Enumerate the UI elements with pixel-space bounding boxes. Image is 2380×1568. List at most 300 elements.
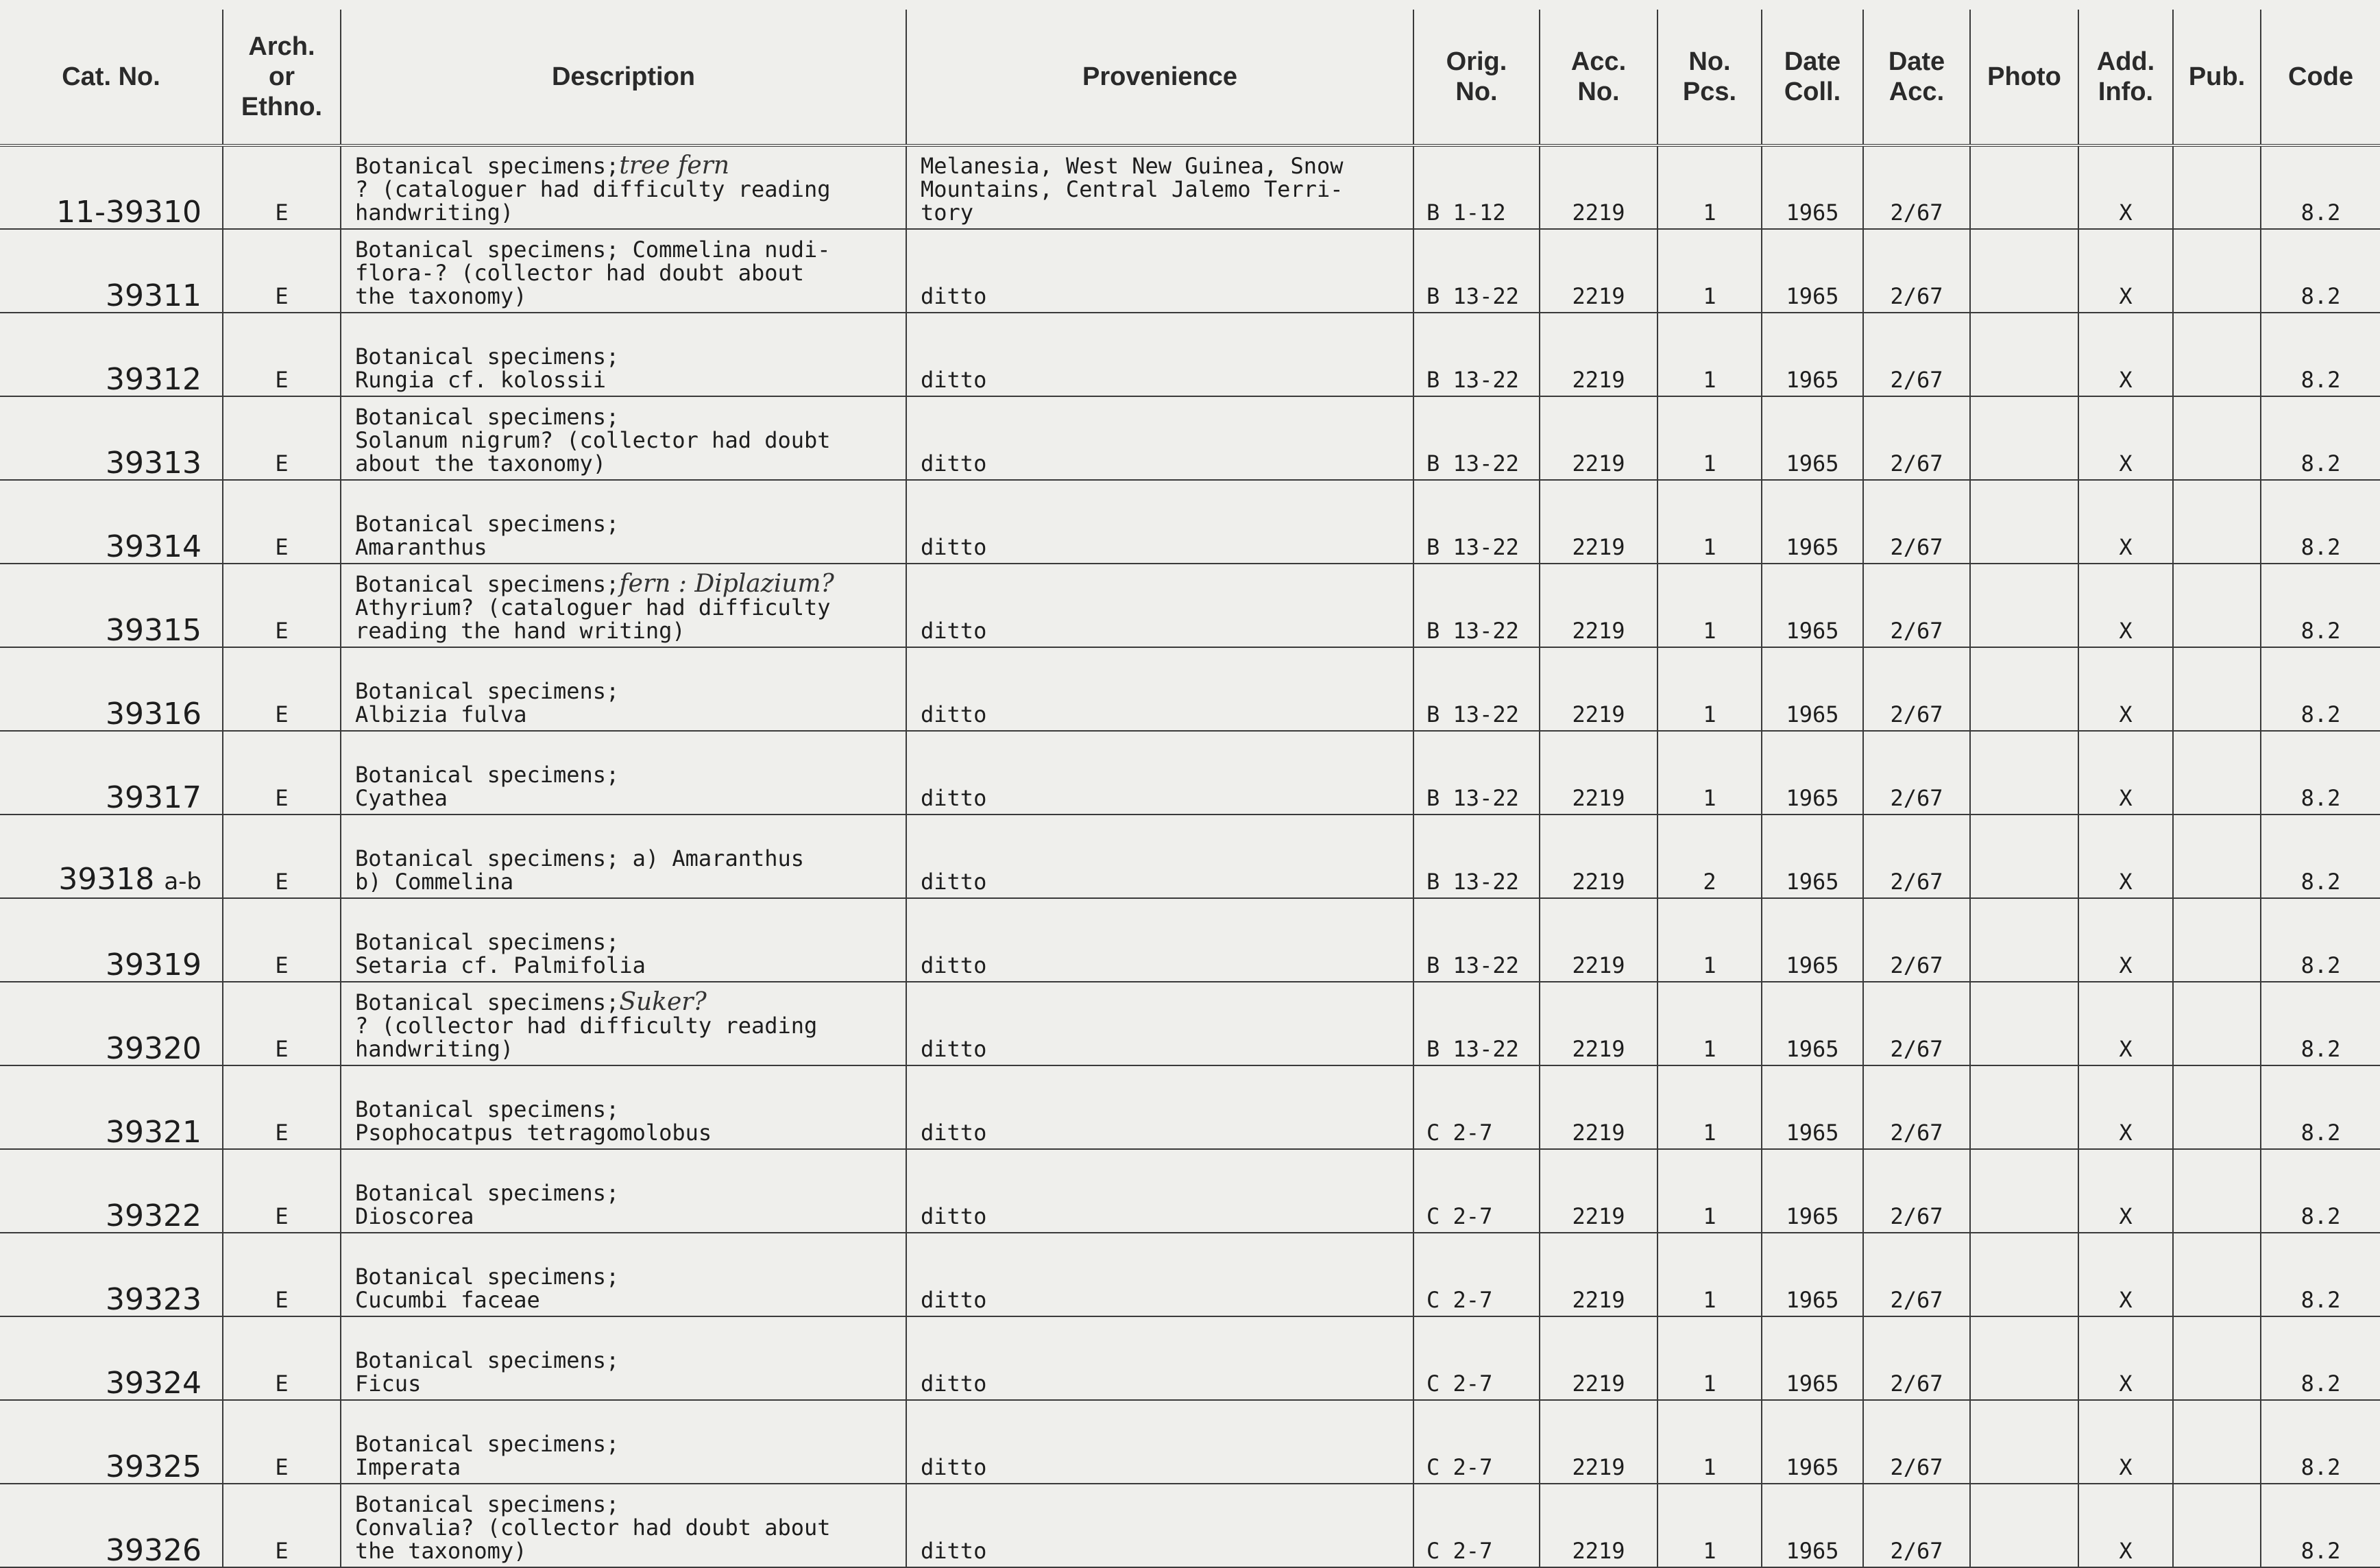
orig-no-cell	[1413, 1316, 1540, 1400]
cat-no: 39326	[106, 1533, 202, 1567]
arch-ethno-cell	[223, 647, 341, 731]
description-cell	[341, 815, 906, 898]
arch-ethno-value: E	[275, 1538, 289, 1564]
table-row	[0, 1065, 2380, 1149]
description-cell	[341, 396, 906, 480]
date-coll-cell	[1762, 1233, 1863, 1316]
arch-ethno-cell	[223, 313, 341, 396]
photo-cell	[1970, 1400, 2078, 1484]
code-value: 8.2	[2300, 1203, 2341, 1229]
acc-no-cell	[1540, 313, 1657, 396]
arch-ethno-value: E	[275, 618, 289, 644]
arch-ethno-cell	[223, 480, 341, 564]
arch-ethno-cell	[223, 564, 341, 647]
photo-cell	[1970, 1065, 2078, 1149]
no-pcs-cell	[1657, 480, 1762, 564]
description-line: reading the hand writing)	[355, 618, 685, 644]
pub-cell	[2173, 145, 2261, 229]
add-info-cell	[2078, 564, 2173, 647]
date-acc-cell	[1863, 564, 1970, 647]
date-coll: 1965	[1786, 1036, 1839, 1062]
add-info-cell	[2078, 1316, 2173, 1400]
photo-cell	[1970, 898, 2078, 982]
acc-no-cell	[1540, 1400, 1657, 1484]
description-line: handwriting)	[355, 1036, 514, 1062]
date-coll: 1965	[1786, 618, 1839, 644]
orig-no: B 13-22	[1426, 450, 1519, 477]
description-line: Botanical specimens;	[355, 404, 620, 430]
description-line: ? (collector had difficulty reading	[355, 1013, 818, 1039]
provenience-cell	[906, 313, 1413, 396]
provenience-line: ditto	[921, 1120, 987, 1146]
photo-cell	[1970, 1233, 2078, 1316]
description-line: handwriting)	[355, 200, 514, 226]
add-info-mark: X	[2119, 1120, 2133, 1146]
orig-no-cell	[1413, 1484, 1540, 1567]
code-cell	[2261, 1316, 2380, 1400]
provenience-line: Melanesia, West New Guinea, Snow	[921, 153, 1344, 179]
date-coll: 1965	[1786, 1538, 1839, 1564]
description-cell	[341, 1233, 906, 1316]
acc-no-cell	[1540, 396, 1657, 480]
date-acc: 2/67	[1890, 785, 1943, 811]
cat-no-cell	[0, 1149, 223, 1233]
description-line: Albizia fulva	[355, 701, 527, 727]
header-orig-no: Orig. No.	[1413, 10, 1540, 145]
cat-no: 39319	[106, 948, 202, 982]
provenience-cell	[906, 1484, 1413, 1567]
acc-no-cell	[1540, 982, 1657, 1065]
cat-no-cell	[0, 313, 223, 396]
description-line: Botanical specimens;	[355, 1491, 620, 1517]
arch-ethno-cell	[223, 1484, 341, 1567]
code-cell	[2261, 982, 2380, 1065]
description-line: Cyathea	[355, 785, 448, 811]
acc-no-cell	[1540, 480, 1657, 564]
description-cell	[341, 898, 906, 982]
orig-no-cell	[1413, 1149, 1540, 1233]
description-line: Botanical specimens;	[355, 1180, 620, 1206]
date-acc-cell	[1863, 982, 1970, 1065]
add-info-mark: X	[2119, 785, 2133, 811]
table-row	[0, 982, 2380, 1065]
provenience-cell	[906, 815, 1413, 898]
arch-ethno-cell	[223, 1316, 341, 1400]
table-row	[0, 815, 2380, 898]
orig-no-cell	[1413, 1400, 1540, 1484]
description-cell	[341, 1484, 906, 1567]
date-acc: 2/67	[1890, 1454, 1943, 1480]
add-info-cell	[2078, 480, 2173, 564]
no-pcs-cell	[1657, 1065, 1762, 1149]
photo-cell	[1970, 396, 2078, 480]
cat-no: 39322	[106, 1198, 202, 1233]
orig-no: B 13-22	[1426, 701, 1519, 727]
orig-no-cell	[1413, 815, 1540, 898]
date-acc-cell	[1863, 1233, 1970, 1316]
date-acc-cell	[1863, 647, 1970, 731]
provenience-line: ditto	[921, 1371, 987, 1397]
date-acc-cell	[1863, 480, 1970, 564]
add-info-cell	[2078, 1233, 2173, 1316]
description-cell	[341, 1316, 906, 1400]
code-cell	[2261, 647, 2380, 731]
table-row	[0, 564, 2380, 647]
no-pcs: 1	[1703, 534, 1716, 560]
description-line: Imperata	[355, 1454, 461, 1480]
date-acc: 2/67	[1890, 200, 1943, 226]
table-row	[0, 1316, 2380, 1400]
code-cell	[2261, 1149, 2380, 1233]
provenience-line: ditto	[921, 1203, 987, 1229]
arch-ethno-value: E	[275, 1036, 289, 1062]
provenience-line: ditto	[921, 1287, 987, 1313]
date-acc-cell	[1863, 815, 1970, 898]
add-info-cell	[2078, 145, 2173, 229]
description-line: b) Commelina	[355, 869, 514, 895]
date-coll-cell	[1762, 1484, 1863, 1567]
acc-no: 2219	[1572, 283, 1625, 309]
code-value: 8.2	[2300, 450, 2341, 477]
cat-no-cell	[0, 396, 223, 480]
cat-no: 39311	[106, 278, 202, 313]
no-pcs: 1	[1703, 450, 1716, 477]
arch-ethno-cell	[223, 145, 341, 229]
code-value: 8.2	[2300, 200, 2341, 226]
table-row	[0, 1400, 2380, 1484]
date-acc-cell	[1863, 145, 1970, 229]
orig-no-cell	[1413, 313, 1540, 396]
description-line: the taxonomy)	[355, 1538, 527, 1564]
table-row	[0, 647, 2380, 731]
acc-no: 2219	[1572, 1538, 1625, 1564]
date-acc: 2/67	[1890, 1371, 1943, 1397]
code-cell	[2261, 731, 2380, 815]
code-value: 8.2	[2300, 869, 2341, 895]
pub-cell	[2173, 731, 2261, 815]
arch-ethno-value: E	[275, 1371, 289, 1397]
orig-no: C 2-7	[1426, 1454, 1493, 1480]
date-acc: 2/67	[1890, 283, 1943, 309]
add-info-mark: X	[2119, 367, 2133, 393]
cat-no-cell	[0, 815, 223, 898]
orig-no-cell	[1413, 982, 1540, 1065]
add-info-mark: X	[2119, 869, 2133, 895]
description-line: Botanical specimens;	[355, 1347, 620, 1373]
date-acc: 2/67	[1890, 1287, 1943, 1313]
date-coll-cell	[1762, 396, 1863, 480]
no-pcs: 1	[1703, 1371, 1716, 1397]
date-acc-cell	[1863, 898, 1970, 982]
description-line: Psophocatpus tetragomolobus	[355, 1120, 712, 1146]
code-cell	[2261, 229, 2380, 313]
add-info-cell	[2078, 1484, 2173, 1567]
code-cell	[2261, 480, 2380, 564]
arch-ethno-value: E	[275, 534, 289, 560]
orig-no-cell	[1413, 1065, 1540, 1149]
no-pcs-cell	[1657, 1316, 1762, 1400]
table-row	[0, 145, 2380, 229]
date-coll: 1965	[1786, 534, 1839, 560]
pub-cell	[2173, 1149, 2261, 1233]
date-coll-cell	[1762, 898, 1863, 982]
add-info-cell	[2078, 815, 2173, 898]
catalogue-ledger	[0, 10, 2380, 1568]
date-acc: 2/67	[1890, 1203, 1943, 1229]
acc-no-cell	[1540, 1484, 1657, 1567]
no-pcs-cell	[1657, 229, 1762, 313]
orig-no: C 2-7	[1426, 1538, 1493, 1564]
arch-ethno-cell	[223, 1149, 341, 1233]
description-line: Botanical specimens;	[355, 929, 620, 955]
acc-no-cell	[1540, 564, 1657, 647]
pub-cell	[2173, 229, 2261, 313]
date-acc-cell	[1863, 731, 1970, 815]
table-row	[0, 229, 2380, 313]
acc-no: 2219	[1572, 367, 1625, 393]
acc-no-cell	[1540, 815, 1657, 898]
pub-cell	[2173, 898, 2261, 982]
arch-ethno-value: E	[275, 701, 289, 727]
date-coll-cell	[1762, 1065, 1863, 1149]
add-info-cell	[2078, 229, 2173, 313]
description-line: Setaria cf. Palmifolia	[355, 952, 646, 978]
provenience-cell	[906, 1149, 1413, 1233]
arch-ethno-value: E	[275, 1120, 289, 1146]
date-acc: 2/67	[1890, 534, 1943, 560]
arch-ethno-cell	[223, 396, 341, 480]
description-line: Ficus	[355, 1371, 422, 1397]
description-cell	[341, 982, 906, 1065]
acc-no: 2219	[1572, 450, 1625, 477]
orig-no: B 13-22	[1426, 618, 1519, 644]
no-pcs: 1	[1703, 701, 1716, 727]
add-info-mark: X	[2119, 952, 2133, 978]
no-pcs-cell	[1657, 731, 1762, 815]
code-value: 8.2	[2300, 283, 2341, 309]
date-acc-cell	[1863, 229, 1970, 313]
cat-no: 39316	[106, 697, 202, 731]
description-line: Cucumbi faceae	[355, 1287, 540, 1313]
pub-cell	[2173, 1233, 2261, 1316]
add-info-mark: X	[2119, 450, 2133, 477]
pub-cell	[2173, 396, 2261, 480]
date-acc-cell	[1863, 313, 1970, 396]
acc-no: 2219	[1572, 869, 1625, 895]
code-cell	[2261, 1400, 2380, 1484]
pub-cell	[2173, 480, 2261, 564]
code-cell	[2261, 396, 2380, 480]
date-coll: 1965	[1786, 450, 1839, 477]
add-info-mark: X	[2119, 1287, 2133, 1313]
orig-no: C 2-7	[1426, 1371, 1493, 1397]
provenience-line: ditto	[921, 1538, 987, 1564]
acc-no: 2219	[1572, 1203, 1625, 1229]
description-line: Botanical specimens; Commelina nudi-	[355, 237, 831, 263]
acc-no: 2219	[1572, 534, 1625, 560]
code-value: 8.2	[2300, 1120, 2341, 1146]
orig-no: B 13-22	[1426, 785, 1519, 811]
header-acc-no: Acc. No.	[1540, 10, 1657, 145]
provenience-cell	[906, 396, 1413, 480]
add-info-mark: X	[2119, 1538, 2133, 1564]
add-info-cell	[2078, 731, 2173, 815]
description-line: Botanical specimens;	[355, 762, 620, 788]
arch-ethno-cell	[223, 815, 341, 898]
cat-no: 39315	[106, 613, 202, 647]
provenience-cell	[906, 731, 1413, 815]
code-value: 8.2	[2300, 1454, 2341, 1480]
acc-no: 2219	[1572, 1454, 1625, 1480]
header-date-coll: Date Coll.	[1762, 10, 1863, 145]
date-coll-cell	[1762, 647, 1863, 731]
acc-no-cell	[1540, 731, 1657, 815]
date-acc: 2/67	[1890, 1120, 1943, 1146]
add-info-mark: X	[2119, 283, 2133, 309]
date-acc: 2/67	[1890, 1036, 1943, 1062]
description-line: Athyrium? (cataloguer had difficulty	[355, 594, 831, 620]
code-value: 8.2	[2300, 952, 2341, 978]
acc-no: 2219	[1572, 1371, 1625, 1397]
acc-no-cell	[1540, 1233, 1657, 1316]
add-info-cell	[2078, 1400, 2173, 1484]
description-line: Botanical specimens;	[355, 1264, 620, 1290]
add-info-mark: X	[2119, 1371, 2133, 1397]
add-info-mark: X	[2119, 1454, 2133, 1480]
code-value: 8.2	[2300, 1287, 2341, 1313]
add-info-cell	[2078, 1065, 2173, 1149]
no-pcs: 1	[1703, 283, 1716, 309]
description-line: Rungia cf. kolossii	[355, 367, 607, 393]
orig-no: B 13-22	[1426, 952, 1519, 978]
provenience-line: ditto	[921, 534, 987, 560]
date-acc-cell	[1863, 396, 1970, 480]
orig-no-cell	[1413, 229, 1540, 313]
orig-no-cell	[1413, 1233, 1540, 1316]
cat-no: 39312	[106, 362, 202, 396]
no-pcs-cell	[1657, 564, 1762, 647]
orig-no: B 13-22	[1426, 283, 1519, 309]
pub-cell	[2173, 564, 2261, 647]
cat-no-cell	[0, 1316, 223, 1400]
photo-cell	[1970, 1316, 2078, 1400]
code-value: 8.2	[2300, 701, 2341, 727]
orig-no-cell	[1413, 898, 1540, 982]
orig-no: C 2-7	[1426, 1203, 1493, 1229]
provenience-cell	[906, 898, 1413, 982]
date-coll: 1965	[1786, 1203, 1839, 1229]
arch-ethno-cell	[223, 1400, 341, 1484]
header-provenience: Provenience	[906, 10, 1413, 145]
no-pcs: 1	[1703, 618, 1716, 644]
orig-no: B 1-12	[1426, 200, 1506, 226]
date-coll: 1965	[1786, 785, 1839, 811]
orig-no: C 2-7	[1426, 1120, 1493, 1146]
code-cell	[2261, 564, 2380, 647]
add-info-mark: X	[2119, 534, 2133, 560]
date-coll: 1965	[1786, 952, 1839, 978]
description-cell	[341, 731, 906, 815]
photo-cell	[1970, 564, 2078, 647]
add-info-cell	[2078, 647, 2173, 731]
date-coll: 1965	[1786, 1454, 1839, 1480]
acc-no: 2219	[1572, 1120, 1625, 1146]
code-cell	[2261, 898, 2380, 982]
date-acc-cell	[1863, 1400, 1970, 1484]
provenience-line: ditto	[921, 869, 987, 895]
header-date-acc: Date Acc.	[1863, 10, 1970, 145]
date-coll: 1965	[1786, 200, 1839, 226]
header-no-pcs: No. Pcs.	[1657, 10, 1762, 145]
acc-no: 2219	[1572, 1287, 1625, 1313]
photo-cell	[1970, 313, 2078, 396]
pub-cell	[2173, 1484, 2261, 1567]
date-coll: 1965	[1786, 1287, 1839, 1313]
no-pcs-cell	[1657, 1400, 1762, 1484]
cat-no: 39321	[106, 1115, 202, 1149]
date-coll-cell	[1762, 1316, 1863, 1400]
description-cell	[341, 480, 906, 564]
date-coll-cell	[1762, 815, 1863, 898]
no-pcs: 1	[1703, 1454, 1716, 1480]
description-cell	[341, 1400, 906, 1484]
orig-no-cell	[1413, 647, 1540, 731]
date-coll: 1965	[1786, 701, 1839, 727]
add-info-cell	[2078, 313, 2173, 396]
arch-ethno-value: E	[275, 869, 289, 895]
cat-no-suffix: a-b	[164, 868, 202, 895]
no-pcs: 1	[1703, 1120, 1716, 1146]
no-pcs-cell	[1657, 898, 1762, 982]
pub-cell	[2173, 1065, 2261, 1149]
provenience-cell	[906, 1316, 1413, 1400]
cat-no-cell	[0, 1400, 223, 1484]
photo-cell	[1970, 229, 2078, 313]
description-line: about the taxonomy)	[355, 450, 607, 477]
arch-ethno-cell	[223, 982, 341, 1065]
photo-cell	[1970, 815, 2078, 898]
provenience-line: ditto	[921, 701, 987, 727]
no-pcs-cell	[1657, 1233, 1762, 1316]
header-pub: Pub.	[2173, 10, 2261, 145]
header-photo: Photo	[1970, 10, 2078, 145]
add-info-mark: X	[2119, 618, 2133, 644]
code-value: 8.2	[2300, 1538, 2341, 1564]
arch-ethno-value: E	[275, 367, 289, 393]
description-line: Convalia? (collector had doubt about	[355, 1515, 831, 1541]
cat-no: 39324	[106, 1366, 202, 1400]
description-cell	[341, 647, 906, 731]
orig-no-cell	[1413, 145, 1540, 229]
date-acc: 2/67	[1890, 1538, 1943, 1564]
header-description: Description	[341, 10, 906, 145]
date-acc: 2/67	[1890, 869, 1943, 895]
header-cat-no: Cat. No.	[0, 10, 223, 145]
orig-no-cell	[1413, 396, 1540, 480]
cat-no-cell	[0, 731, 223, 815]
cat-no: 39323	[106, 1282, 202, 1316]
no-pcs-cell	[1657, 1149, 1762, 1233]
photo-cell	[1970, 647, 2078, 731]
cat-no: 39318	[58, 862, 155, 897]
no-pcs-cell	[1657, 982, 1762, 1065]
date-coll-cell	[1762, 1400, 1863, 1484]
date-acc-cell	[1863, 1316, 1970, 1400]
arch-ethno-value: E	[275, 1287, 289, 1313]
orig-no: C 2-7	[1426, 1287, 1493, 1313]
table-row	[0, 1149, 2380, 1233]
cat-no: 11-39310	[56, 195, 202, 229]
